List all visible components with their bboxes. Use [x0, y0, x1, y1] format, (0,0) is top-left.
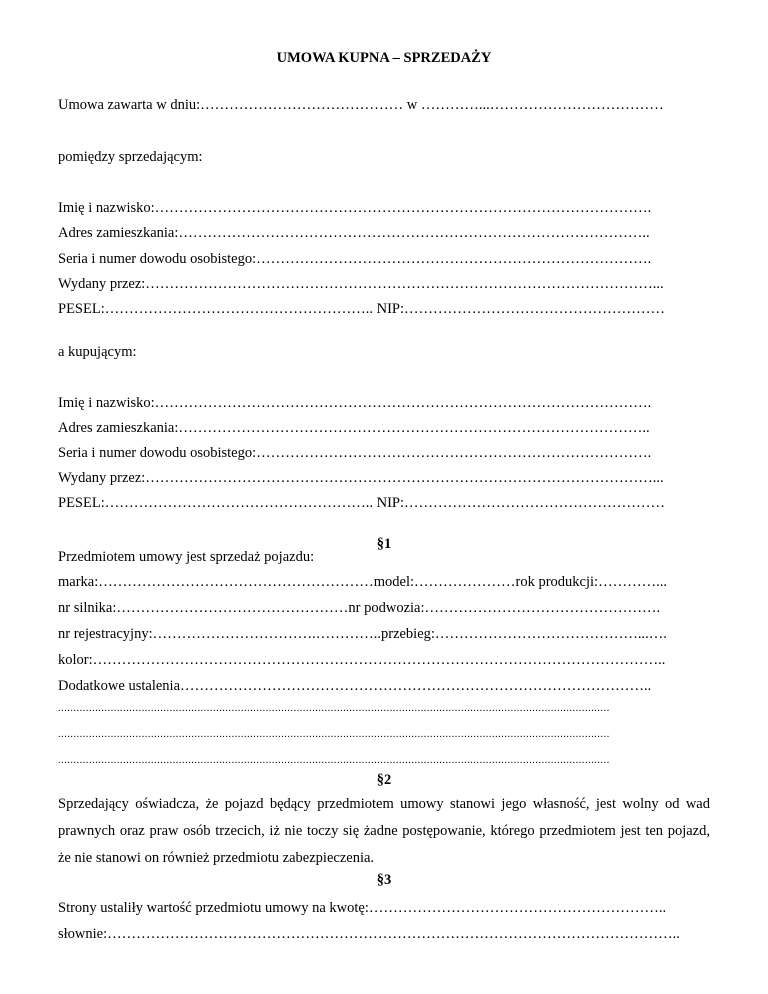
- seller-issued-by-line: Wydany przez:……………………………………………………………………………………………...: [58, 276, 664, 292]
- document-title: UMOWA KUPNA – SPRZEDAŻY: [276, 50, 492, 66]
- vehicle-color-line: kolor:………………………………………………………………………………………………………..: [58, 652, 666, 668]
- vehicle-make-model-year-line: marka:…………………………………………………model:…………………rok produkcji:…………...: [58, 574, 667, 590]
- buyer-name-line: Imię i nazwisko:………………………………………………………………………………………….: [58, 395, 652, 411]
- seller-id-card-line: Seria i numer dowodu osobistego:……………………………………………………………………….: [58, 251, 652, 267]
- buyer-id-card-line: Seria i numer dowodu osobistego:……………………………………………………………………….: [58, 445, 652, 461]
- contract-date-place-line: Umowa zawarta w dniu:…………………………………… w …………...………………………………: [58, 97, 664, 113]
- section-3-heading: §3: [376, 872, 392, 888]
- amount-in-words-line: słownie:………………………………………………………………………………………………………..: [58, 926, 680, 942]
- seller-address-line: Adres zamieszkania:……………………………………………………………………………………..: [58, 225, 650, 241]
- buyer-address-line: Adres zamieszkania:……………………………………………………………………………………..: [58, 420, 650, 436]
- seller-heading: pomiędzy sprzedającym:: [58, 149, 203, 165]
- blank-dotted-line: ..................................................................................................................................................................................: [58, 755, 610, 766]
- amount-line: Strony ustaliły wartość przedmiotu umowy na kwotę:……………………………………………………..: [58, 900, 667, 916]
- vehicle-subject-line: Przedmiotem umowy jest sprzedaż pojazdu:: [58, 549, 315, 565]
- buyer-heading: a kupującym:: [58, 344, 137, 360]
- section-2-heading: §2: [376, 772, 392, 788]
- buyer-pesel-nip-line: PESEL:……………………………………………….. NIP:………………………………………………: [58, 495, 665, 511]
- blank-dotted-line: ..................................................................................................................................................................................: [58, 729, 610, 740]
- blank-dotted-line: ..................................................................................................................................................................................: [58, 703, 610, 714]
- additional-terms-line: Dodatkowe ustalenia……………………………………………………………………………………..: [58, 678, 652, 694]
- vehicle-engine-chassis-line: nr silnika:…………………………………………nr podwozia:………………………………………….: [58, 600, 661, 616]
- section-1-heading: §1: [376, 536, 392, 552]
- seller-pesel-nip-line: PESEL:……………………………………………….. NIP:………………………………………………: [58, 301, 665, 317]
- seller-name-line: Imię i nazwisko:………………………………………………………………………………………….: [58, 200, 652, 216]
- vehicle-registration-mileage-line: nr rejestracyjny:…………………………….…………..przebieg:……………………………………...….: [58, 626, 667, 642]
- section-2-text: Sprzedający oświadcza, że pojazd będący przedmiotem umowy stanowi jego własność, jest wolny od wad prawnych oraz praw osób trzecich, iż nie toczy się żadne postępowanie, którego przedmiotem jest ten pojazd, że nie stanowi on również przedmiotu zabezpieczenia.: [58, 796, 710, 866]
- buyer-issued-by-line: Wydany przez:……………………………………………………………………………………………...: [58, 470, 664, 486]
